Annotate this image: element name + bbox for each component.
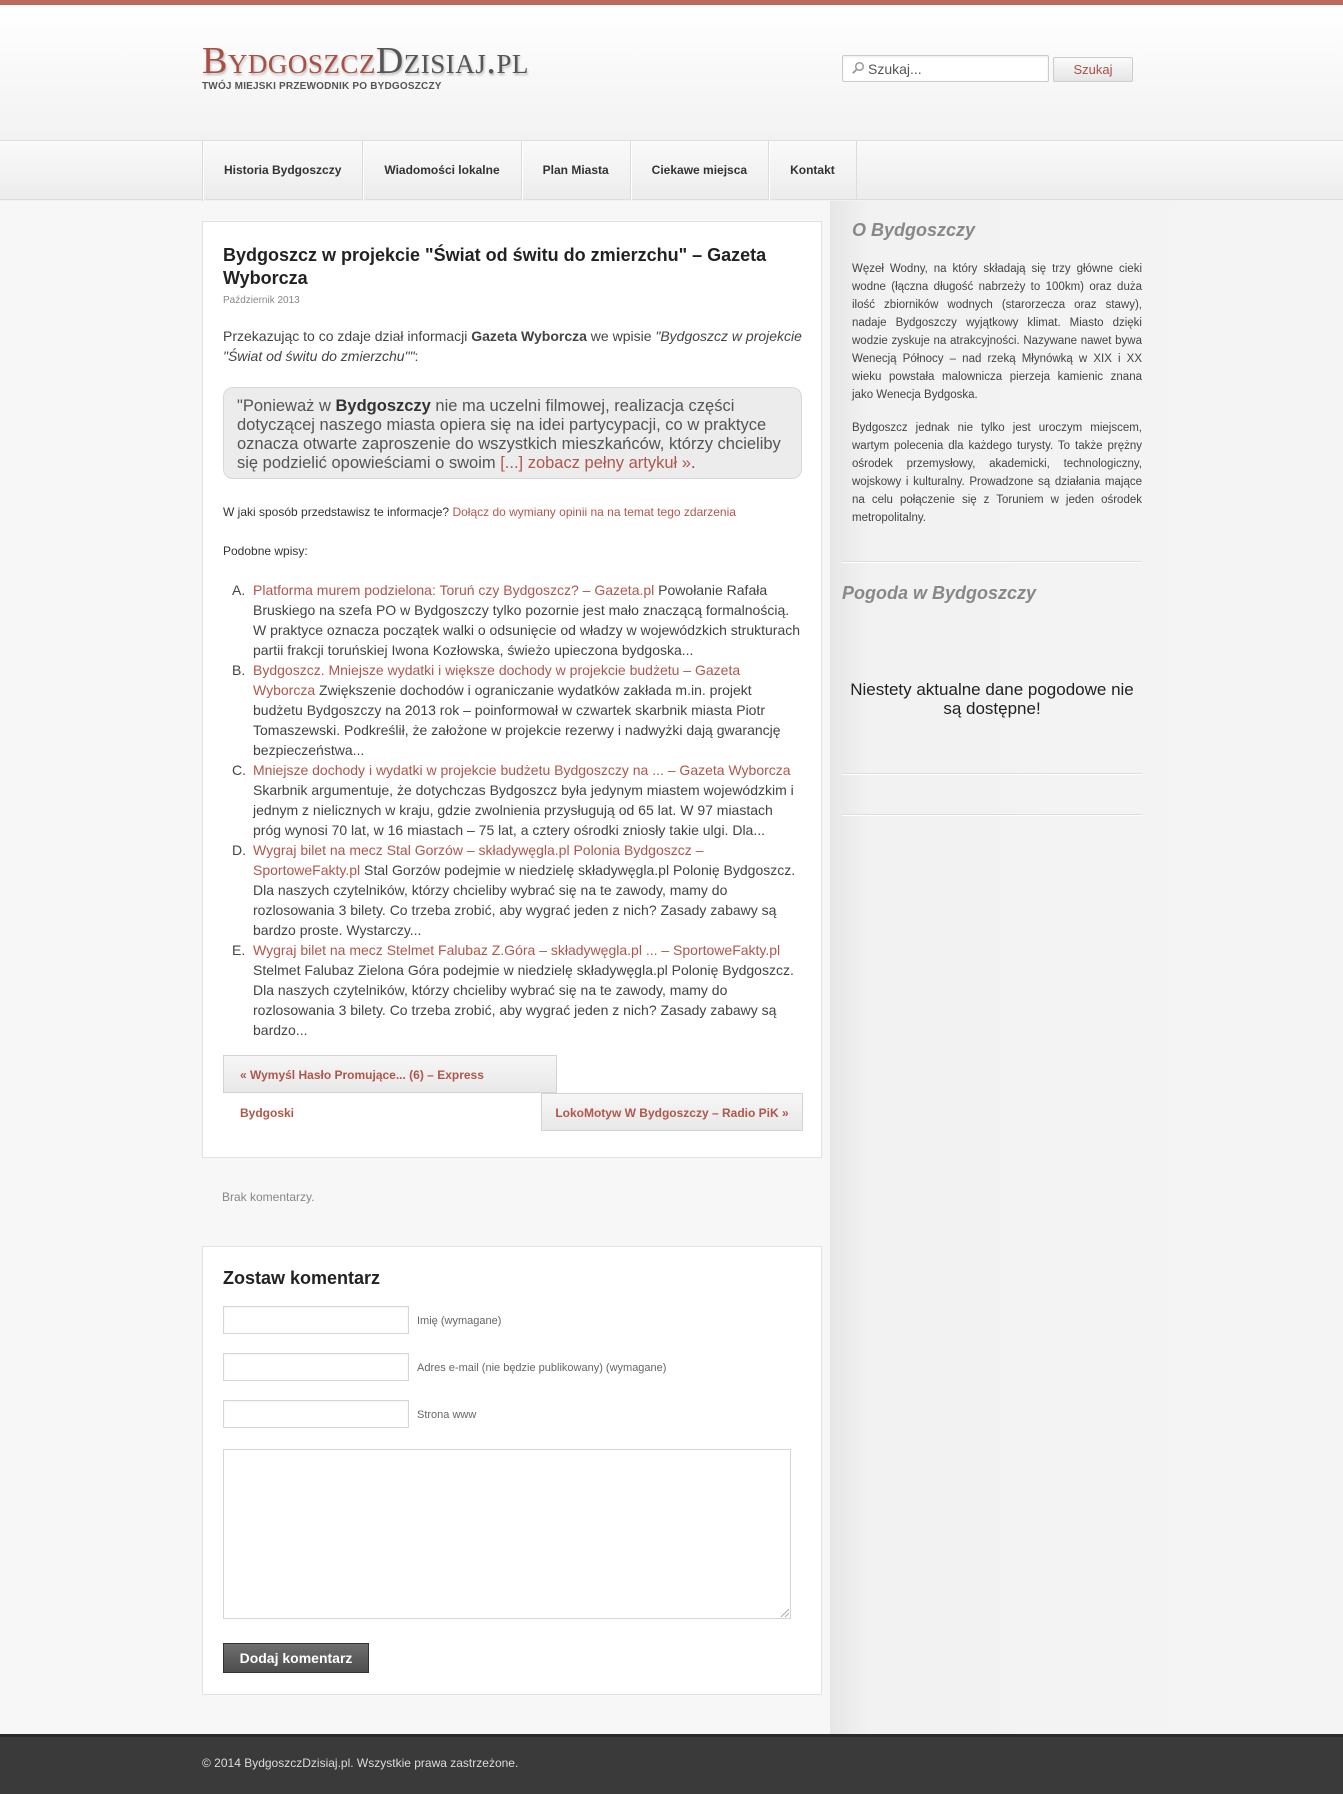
post-date: Październik 2013: [223, 295, 300, 306]
intro-prefix: Przekazując to co zdaje dział informacji: [223, 328, 472, 344]
list-marker: D.: [232, 842, 246, 858]
opinion-question: W jaki sposób przedstawisz te informacje?: [223, 505, 453, 519]
post-title[interactable]: Bydgoszcz w projekcie "Świat od świtu do zmierzchu" – Gazeta Wyborcza: [223, 245, 767, 288]
about-widget-title: O Bydgoszczy: [852, 220, 976, 240]
next-post-button[interactable]: LokoMotyw W Bydgoszczy – Radio PiK »: [541, 1093, 803, 1131]
related-post-link[interactable]: Platforma murem podzielona: Toruń czy Bydgoszcz? – Gazeta.pl: [253, 582, 655, 598]
intro-suffix: :: [414, 348, 419, 364]
list-item: [223, 580, 803, 660]
list-item: [223, 760, 803, 840]
site-tagline: TWÓJ MIEJSKI PRZEWODNIK PO BYDGOSZCZY: [202, 81, 442, 92]
post-panel: [202, 221, 822, 1158]
footer-copyright: © 2014 BydgoszczDzisiaj.pl. Wszystkie prawa zastrzeżone.: [202, 1756, 519, 1770]
related-posts-list: [223, 580, 803, 1040]
comment-form-title: Zostaw komentarz: [223, 1268, 381, 1288]
similar-posts-label: Podobne wpisy:: [223, 544, 308, 558]
search-icon: [851, 61, 865, 75]
comment-form-panel: [202, 1246, 822, 1695]
list-item: [223, 940, 803, 1040]
logo-main: Bydgoszcz: [202, 40, 376, 82]
email-field[interactable]: [223, 1353, 409, 1381]
name-field[interactable]: [223, 1306, 409, 1334]
related-post-excerpt: Skarbnik argumentuje, że dotychczas Bydgoszcz była jedynym miastem wojewódzkim i jednym z nielicznych w kraju, gdzie zwolnienia przysługują od 65 lat. W 97 miastach próg wynosi 70 lat, w 16 miastach – 75 lat, a cztery ośrodki zniosły takie ulgi. Dla...: [253, 782, 794, 838]
submit-comment-button[interactable]: Dodaj komentarz: [223, 1643, 369, 1673]
nav-item-historia[interactable]: Historia Bydgoszczy: [203, 141, 363, 200]
join-discussion-link[interactable]: Dołącz do wymiany opinii na na temat tego zdarzenia: [452, 505, 736, 519]
nav-item-kontakt[interactable]: Kontakt: [769, 141, 857, 200]
search-box: [842, 55, 1049, 82]
sidebar-divider: [842, 773, 1142, 774]
related-post-link[interactable]: Bydgoszcz. Mniejsze wydatki i większe dochody w projekcie budżetu – Gazeta Wyborcza: [253, 662, 741, 698]
related-post-link[interactable]: Mniejsze dochody i wydatki w projekcie budżetu Bydgoszczy na ... – Gazeta Wyborcza: [253, 762, 791, 778]
website-field[interactable]: [223, 1400, 409, 1428]
nav-item-wiadomosci[interactable]: Wiadomości lokalne: [363, 141, 521, 200]
quote-end: .: [690, 454, 696, 472]
post-intro: [223, 326, 803, 366]
list-marker: B.: [232, 662, 246, 678]
opinion-prompt: [223, 505, 803, 519]
site-footer: [0, 1734, 1343, 1794]
search-input[interactable]: [868, 59, 1043, 79]
weather-widget-title: Pogoda w Bydgoszczy: [842, 583, 1037, 603]
no-comments-text: Brak komentarzy.: [222, 1190, 315, 1204]
site-header: [0, 5, 1343, 140]
site-logo[interactable]: [202, 41, 529, 92]
logo-second: Dzisiaj: [375, 40, 487, 82]
search-button[interactable]: Szukaj: [1053, 57, 1133, 82]
nav-item-plan-miasta[interactable]: Plan Miasta: [522, 141, 631, 200]
sidebar-divider: [842, 814, 1142, 815]
list-marker: A.: [232, 582, 246, 598]
quote-body: nie ma uczelni filmowej, realizacja części dotyczącej naszego miasta opiera się na idei partycypacji, co w praktyce oznacza otwarte zaproszenie do wszystkich mieszkańców, którzy chcieliby się podzielić opowieściami o swoim: [237, 397, 781, 472]
email-label: Adres e-mail (nie będzie publikowany) (wymagane): [417, 1362, 667, 1374]
intro-middle: we wpisie: [586, 328, 656, 344]
related-post-link[interactable]: Wygraj bilet na mecz Stal Gorzów – składywęgla.pl Polonia Bydgoszcz – SportoweFakty.pl: [253, 842, 704, 878]
about-paragraph-1: Węzeł Wodny, na który składają się trzy główne cieki wodne (łączna długość nabrzeży to 100km) oraz duża ilość zbiorników wodnych (starorzecza oraz stawy), nadaje Bydgoszczy wyjątkowy klimat. Miasto dzięki wodzie zyskuje na atrakcyjności. Nazywane nawet bywa Wenecją Północy – nad rzeką Młynówką w XIX i XX wieku powstała malownicza pierzeja kamienic znana jako Wenecja Bydgoska.: [852, 263, 1142, 401]
nav-item-ciekawe-miejsca[interactable]: Ciekawe miejsca: [631, 141, 769, 200]
logo-text: [202, 41, 529, 81]
intro-entry: "Bydgoszcz w projekcie "Świat od świtu do zmierzchu"": [223, 328, 802, 364]
resize-grip-icon[interactable]: [779, 1607, 790, 1618]
post-quote: [223, 387, 802, 479]
related-post-excerpt: Stal Gorzów podejmie w niedzielę składywęgla.pl Polonię Bydgoszcz. Dla naszych czytelników, którzy chcieliby wybrać się na te zawody, mamy do rozlosowania 3 bilety. Co trzeba zrobić, aby wygrać jeden z nich? Zasady zabawy są bardzo proste. Wystarczy...: [253, 862, 796, 938]
list-marker: C.: [232, 762, 246, 778]
quote-prefix: "Ponieważ w: [237, 397, 336, 415]
logo-tld: .pl: [486, 40, 529, 82]
list-marker: E.: [232, 942, 246, 958]
website-label: Strona www: [417, 1409, 477, 1421]
weather-unavailable-message: Niestety aktualne dane pogodowe nie są dostępne!: [850, 680, 1134, 718]
related-post-excerpt: Stelmet Falubaz Zielona Góra podejmie w niedzielę składywęgla.pl Polonię Bydgoszcz. Dla naszych czytelników, którzy chcieliby wybrać się na te zawody, mamy do rozlosowania 3 bilety. Co trzeba zrobić, aby wygrać jeden z nich? Zasady zabawy są bardzo...: [253, 962, 794, 1038]
read-full-article-link[interactable]: [...] zobacz pełny artykuł »: [500, 454, 691, 472]
main-navigation: [0, 140, 1343, 200]
previous-post-button[interactable]: « Wymyśl Hasło Promujące... (6) – Express Bydgoski: [223, 1055, 557, 1093]
list-item: [223, 840, 803, 940]
related-post-excerpt: Powołanie Rafała Bruskiego na szefa PO w Bydgoszczy tylko pozornie jest mało znaczącą formalnością. W praktyce oznacza początek walki o odsunięcie od władzy w wojewódzkich strukturach partii frakcji toruńskiej Iwona Kozłowska, świeżo upieczona bydgoska...: [253, 582, 801, 658]
comment-textarea[interactable]: [223, 1449, 791, 1619]
related-post-link[interactable]: Wygraj bilet na mecz Stelmet Falubaz Z.Góra – składywęgla.pl ... – SportoweFakty.pl: [253, 942, 781, 958]
name-label: Imię (wymagane): [417, 1315, 502, 1327]
about-paragraph-2: Bydgoszcz jednak nie tylko jest uroczym miejscem, wartym polecenia dla każdego turysty. To także prężny ośrodek przemysłowy, akademicki, technologiczny, wojskowy i kulturalny. Prowadzone są działania mające na celu połączenie się z Toruniem w jeden ośrodek metropolitalny.: [852, 422, 1142, 524]
related-post-excerpt: Zwiększenie dochodów i ograniczanie wydatków zakłada m.in. projekt budżetu Bydgoszczy na 2013 rok – poinformował w czwartek skarbnik miasta Piotr Tomaszewski. Podkreślił, że założone w projekcie rezerwy i nadwyżki dają gwarancję bezpieczeństwa...: [253, 682, 781, 758]
intro-source: Gazeta Wyborcza: [471, 328, 587, 344]
quote-city: Bydgoszczy: [335, 397, 431, 415]
sidebar-divider: [842, 561, 1142, 562]
list-item: [223, 660, 803, 760]
